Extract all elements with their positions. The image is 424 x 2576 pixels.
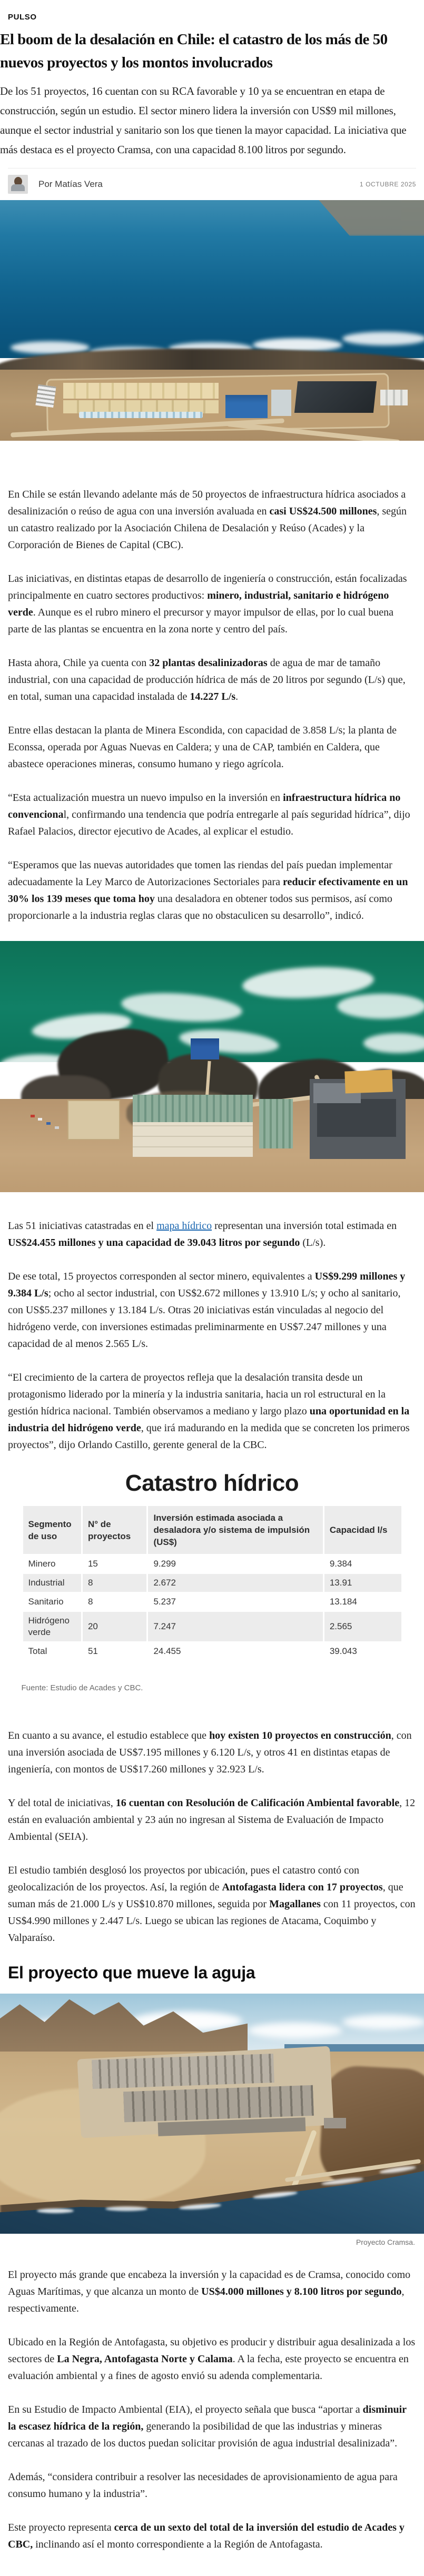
paragraph: [8, 1369, 416, 1453]
text-run: l, confirmando una tendencia que podría entregarle al país seguridad hídrica”, dijo Rafael Palacios, director ejecutivo de Acades, al explicar el estudio.: [8, 809, 410, 837]
table-cell: 20: [83, 1612, 147, 1641]
text-run: de agua de mar de tamaño industrial, con una capacidad de producción hídrica de más de 20 litros por segundo (L/s) que, en total, suman una capacidad instalada de: [8, 657, 406, 702]
evaporation-pond: [67, 1100, 120, 1140]
text-run: representan una inversión total estimada en: [212, 1220, 397, 1232]
wave-foam: [337, 994, 424, 1019]
bold-text: US$24.455 millones y una capacidad de 39.043 litros por segundo: [8, 1237, 300, 1249]
paragraph: [8, 1727, 416, 1778]
table-cell: 9.384: [324, 1555, 401, 1573]
paragraph: [8, 570, 416, 638]
table-cell: Hidrógeno verde: [23, 1612, 81, 1641]
bold-text: cerca de un sexto del total de la inversión del estudio de Acades y CBC,: [8, 2522, 405, 2550]
table-header-cell: Capacidad l/s: [324, 1506, 401, 1554]
yellow-roof-building: [344, 1069, 392, 1093]
water-tanks-row: [79, 412, 203, 418]
text-run: , según un catastro realizado por la Asociación Chilena de Desalación y Reúso (Acades) y la Corporación de Bienes de Capital (CBC).: [8, 506, 407, 551]
text-run: Además, “considera contribuir a resolver las necesidades de aprovisionamiento de agua para consumo humano y la industria”.: [8, 2471, 398, 2500]
table-header-cell: Segmento de uso: [23, 1506, 81, 1554]
table-row: [23, 1593, 401, 1611]
author-link[interactable]: Por Matías Vera: [38, 179, 103, 189]
subheading: El proyecto que mueve la aguja: [8, 1963, 255, 1982]
text-run: ; ocho al sector industrial, con US$2.672 millones y 13.910 L/s; y ocho al sanitario, con US$5.237 millones y 13.184 L/s. Otras 20 iniciativas están vinculadas al negocio del hidrógeno verde, con inversiones estimadas preliminarmente en US$7.247 millones y una capacidad de al menos 2.565 L/s.: [8, 1287, 401, 1350]
text-run: inclinando así el monto correspondiente a la Región de Antofagasta.: [33, 2539, 323, 2550]
table-title: Catastro hídrico: [125, 1470, 299, 1496]
paragraph: [8, 2469, 416, 2502]
text-run: .: [235, 691, 239, 702]
byline-row: [8, 168, 416, 195]
text-run: Este proyecto representa: [8, 2522, 114, 2533]
bold-text: 14.227 L/s: [190, 691, 236, 702]
paragraph: [8, 1217, 416, 1251]
author-avatar: [8, 175, 28, 194]
bold-text: minero, industrial, sanitario e hidrógeno verde: [8, 590, 389, 618]
table-cell: 9.299: [148, 1555, 322, 1573]
table-cell: 2.672: [148, 1574, 322, 1592]
parked-cars: [55, 1126, 59, 1129]
membrane-hall-body: [133, 1122, 253, 1157]
table-cell: 13.91: [324, 1574, 401, 1592]
bold-text: infraestructura hídrica no convenciona: [8, 792, 401, 820]
white-tanks: [380, 390, 408, 405]
table-source: Fuente: Estudio de Acades y CBC.: [21, 1683, 143, 1692]
article-body-section-3: [8, 1727, 416, 1946]
avatar-shoulders-shape: [11, 184, 25, 191]
text-run: “Esperamos que las nuevas autoridades que tomen las riendas del país puedan implementar adecuadamente la Ley Marco de Autorizaciones Sectoriales para: [8, 859, 392, 888]
article-date: 1 OCTUBRE 2025: [359, 181, 416, 188]
text-run: , 12 están en evaluación ambiental y 23 aún no ingresan al Sistema de Evaluación de Impacto Ambiental (SEIA).: [8, 1797, 416, 1842]
text-run: , que irá madurando en la medida que se concreten los primeros proyectos”, dijo Orlando Castillo, gerente general de la CBC.: [8, 1422, 410, 1451]
paragraph: [8, 2519, 416, 2553]
table-row: [23, 1555, 401, 1573]
text-run: (L/s).: [300, 1237, 326, 1249]
text-run: una desaladora en obtener todos sus permisos, así como proporcionarle a la industria reglas claras que no obstaculicen su desarrollo”, indicó.: [8, 893, 392, 922]
mapa-hidrico-link[interactable]: mapa hídrico: [156, 1220, 212, 1232]
intake-structure-blue: [191, 1038, 219, 1059]
text-run: . Aunque es el rubro minero el precursor y mayor impulsor de ellas, por lo cual buena parte de las plantas se encuentra en la zona norte y centro del país.: [8, 607, 394, 635]
parked-vehicles: [35, 384, 56, 408]
text-run: Ubicado en la Región de Antofagasta, su objetivo es producir y distribuir agua desalinizada a los sectores de: [8, 2336, 416, 2365]
utility-building: [271, 390, 291, 416]
surf-foam: [342, 332, 424, 345]
bold-text: US$9.299 millones y 9.384 L/s: [8, 1271, 406, 1299]
dark-industrial-building: [294, 381, 377, 413]
text-run: El proyecto más grande que encabeza la inversión y la capacidad es de Cramsa, conocido como Aguas Marítimas, y que alcanza un monto de: [8, 2269, 411, 2297]
text-run: “El crecimiento de la cartera de proyectos refleja que la desalación transita desde un protagonismo liderado por la minería y la industria sanitaria, hacia un rol estructural en la gestión hídrica nacional. También observamos a mediano y largo plazo: [8, 1372, 386, 1417]
table-cell: 24.455: [148, 1642, 322, 1660]
paragraph: [8, 1795, 416, 1845]
bold-text: Magallanes: [269, 1898, 321, 1910]
table-cell: 2.565: [324, 1612, 401, 1641]
paragraph: [8, 655, 416, 705]
table-head: [23, 1506, 401, 1554]
catastro-table-widget: [22, 1470, 403, 1692]
text-run: . A la fecha, este proyecto se encuentra en evaluación ambiental y a fines de agosto envió su adenda complementaria.: [8, 2353, 409, 2382]
bold-text: reducir efectivamente en un 30% los 139 meses que toma hoy: [8, 876, 408, 905]
parked-cars: [38, 1118, 42, 1121]
table-cell: 51: [83, 1642, 147, 1660]
table-cell: 7.247: [148, 1612, 322, 1641]
bold-text: Antofagasta lidera con 17 proyectos: [222, 1881, 383, 1893]
article-body-section-2: [8, 1217, 416, 1453]
catastro-table: [22, 1505, 403, 1661]
photo-aerial-plant-topdown: [0, 941, 424, 1192]
bold-text: La Negra, Antofagasta Norte y Calama: [57, 2353, 233, 2365]
figure-caption: Proyecto Cramsa.: [356, 2238, 415, 2246]
paragraph: [8, 1268, 416, 1352]
text-run: En cuanto a su avance, el estudio establece que: [8, 1730, 210, 1741]
bold-text: US$4.000 millones y 8.100 litros por segundo: [201, 2286, 402, 2297]
table-cell: Total: [23, 1642, 81, 1660]
bold-text: 16 cuentan con Resolución de Calificación Ambiental favorable: [115, 1797, 400, 1809]
parked-cars: [31, 1115, 35, 1117]
table-header-row: [23, 1506, 401, 1554]
table-cell: 15: [83, 1555, 147, 1573]
article-body-section-1: [8, 486, 416, 924]
table-cell: 8: [83, 1593, 147, 1611]
bold-text: hoy existen 10 proyectos en construcción: [209, 1730, 391, 1741]
table-cell: Industrial: [23, 1574, 81, 1592]
text-run: , respectivamente.: [8, 2286, 405, 2314]
dark-plant-inner-block: [317, 1099, 396, 1137]
table-cell: Sanitario: [23, 1593, 81, 1611]
cloud: [342, 2015, 424, 2029]
text-run: De ese total, 15 proyectos corresponden al sector minero, equivalentes a: [8, 1271, 315, 1282]
text-run: En su Estudio de Impacto Ambiental (EIA), el proyecto señala que busca “aportar a: [8, 2404, 363, 2415]
parked-cars: [46, 1122, 51, 1125]
paragraph: [8, 486, 416, 553]
blue-building: [225, 395, 268, 418]
paragraph: [8, 857, 416, 924]
article-body-section-4: [8, 2266, 416, 2576]
table-header-cell: N° de proyectos: [83, 1506, 147, 1554]
section-kicker: [8, 0, 416, 22]
bold-text: disminuir la escasez hídrica de la región,: [8, 2404, 407, 2432]
text-run: Las iniciativas, en distintas etapas de desarrollo de ingeniería o construcción, están focalizadas principalmente en cuatro sectores productivos:: [8, 573, 407, 601]
membrane-building-row: [63, 383, 219, 399]
text-run: Las 51 iniciativas catastradas en el: [8, 1220, 157, 1232]
surf-foam: [37, 2208, 74, 2213]
bold-text: casi US$24.500 millones: [269, 506, 377, 517]
text-run: “Esta actualización muestra un nuevo impulso en la inversión en: [8, 792, 283, 804]
lead-paragraph: De los 51 proyectos, 16 cuentan con su RCA favorable y 10 ya se encuentran en etapa de construcción, según un estudio. El sector minero lidera la inversión con US$9 mil millones, aunque el sector industrial y sanitario son los que tienen la mayor capacidad. La iniciativa que más destaca es el proyecto Cramsa, con una capacidad 8.100 litros por segundo.: [0, 85, 407, 156]
table-row: [23, 1574, 401, 1592]
cloud: [248, 2023, 342, 2038]
ribbed-building: [259, 1099, 293, 1148]
text-run: , con una inversión asociada de US$7.195 millones y 6.120 L/s, y otros 41 en distintas etapas de ingeniería, con montos de US$17.260 millones y 32.923 L/s.: [8, 1730, 412, 1775]
table-cell: 5.237: [148, 1593, 322, 1611]
paragraph: [8, 2266, 416, 2317]
table-cell: 39.043: [324, 1642, 401, 1660]
bold-text: 32 plantas desalinizadoras: [149, 657, 268, 669]
paragraph: [8, 722, 416, 772]
headline: El boom de la desalación en Chile: el catastro de los más de 50 nuevos proyectos y los montos involucrados: [0, 31, 388, 71]
text-run: Y del total de iniciativas,: [8, 1797, 116, 1809]
membrane-hall-roof: [133, 1095, 253, 1122]
table-row: [23, 1642, 401, 1660]
table-cell: 13.184: [324, 1593, 401, 1611]
paragraph: [8, 2401, 416, 2452]
text-run: Entre ellas destacan la planta de Minera Escondida, con capacidad de 3.858 L/s; la planta de Econssa, operada por Aguas Nuevas en Caldera; y una de CAP, también en Caldera, que abastece operaciones mineras, consumo humano y riego agrícola.: [8, 725, 397, 770]
text-run: con 11 proyectos, con US$4.990 millones y 2.447 L/s. Luego se ubican las regiones de Atacama, Coquimbo y Valparaíso.: [8, 1898, 416, 1944]
table-cell: 8: [83, 1574, 147, 1592]
text-run: En Chile se están llevando adelante más de 50 proyectos de infraestructura hídrica asociados a desalinización o reúso de agua con una inversión avaluada en: [8, 489, 406, 517]
paragraph: [8, 1862, 416, 1946]
paragraph: [8, 789, 416, 840]
table-body: [23, 1555, 401, 1660]
text-run: El estudio también desglosó los proyectos por ubicación, pues el catastro contó con geolocalización de los proyectos. Así, la región de: [8, 1865, 360, 1893]
hero-photo-desalination-plant-coast: [0, 200, 424, 441]
text-run: Hasta ahora, Chile ya cuenta con: [8, 657, 150, 669]
text-run: generando la posibilidad de que las industrias y mineras cercanas al trazado de los ductos puedan solicitar provisión de agua industrial desalinizada”.: [8, 2421, 398, 2449]
section-link-pulso[interactable]: PULSO: [8, 13, 37, 22]
bold-text: una oportunidad en la industria del hidrógeno verde: [8, 1405, 410, 1434]
photo-render-proyecto-cramsa: [0, 1994, 424, 2234]
table-cell: Minero: [23, 1555, 81, 1573]
paragraph: [8, 2334, 416, 2384]
table-header-cell: Inversión estimada asociada a desaladora y/o sistema de impulsión (US$): [148, 1506, 322, 1554]
text-run: , que suman más de 21.000 L/s y US$10.870 millones, seguida por: [8, 1881, 403, 1910]
surf-foam: [105, 2206, 147, 2211]
table-row: [23, 1612, 401, 1641]
small-building: [324, 2118, 346, 2128]
